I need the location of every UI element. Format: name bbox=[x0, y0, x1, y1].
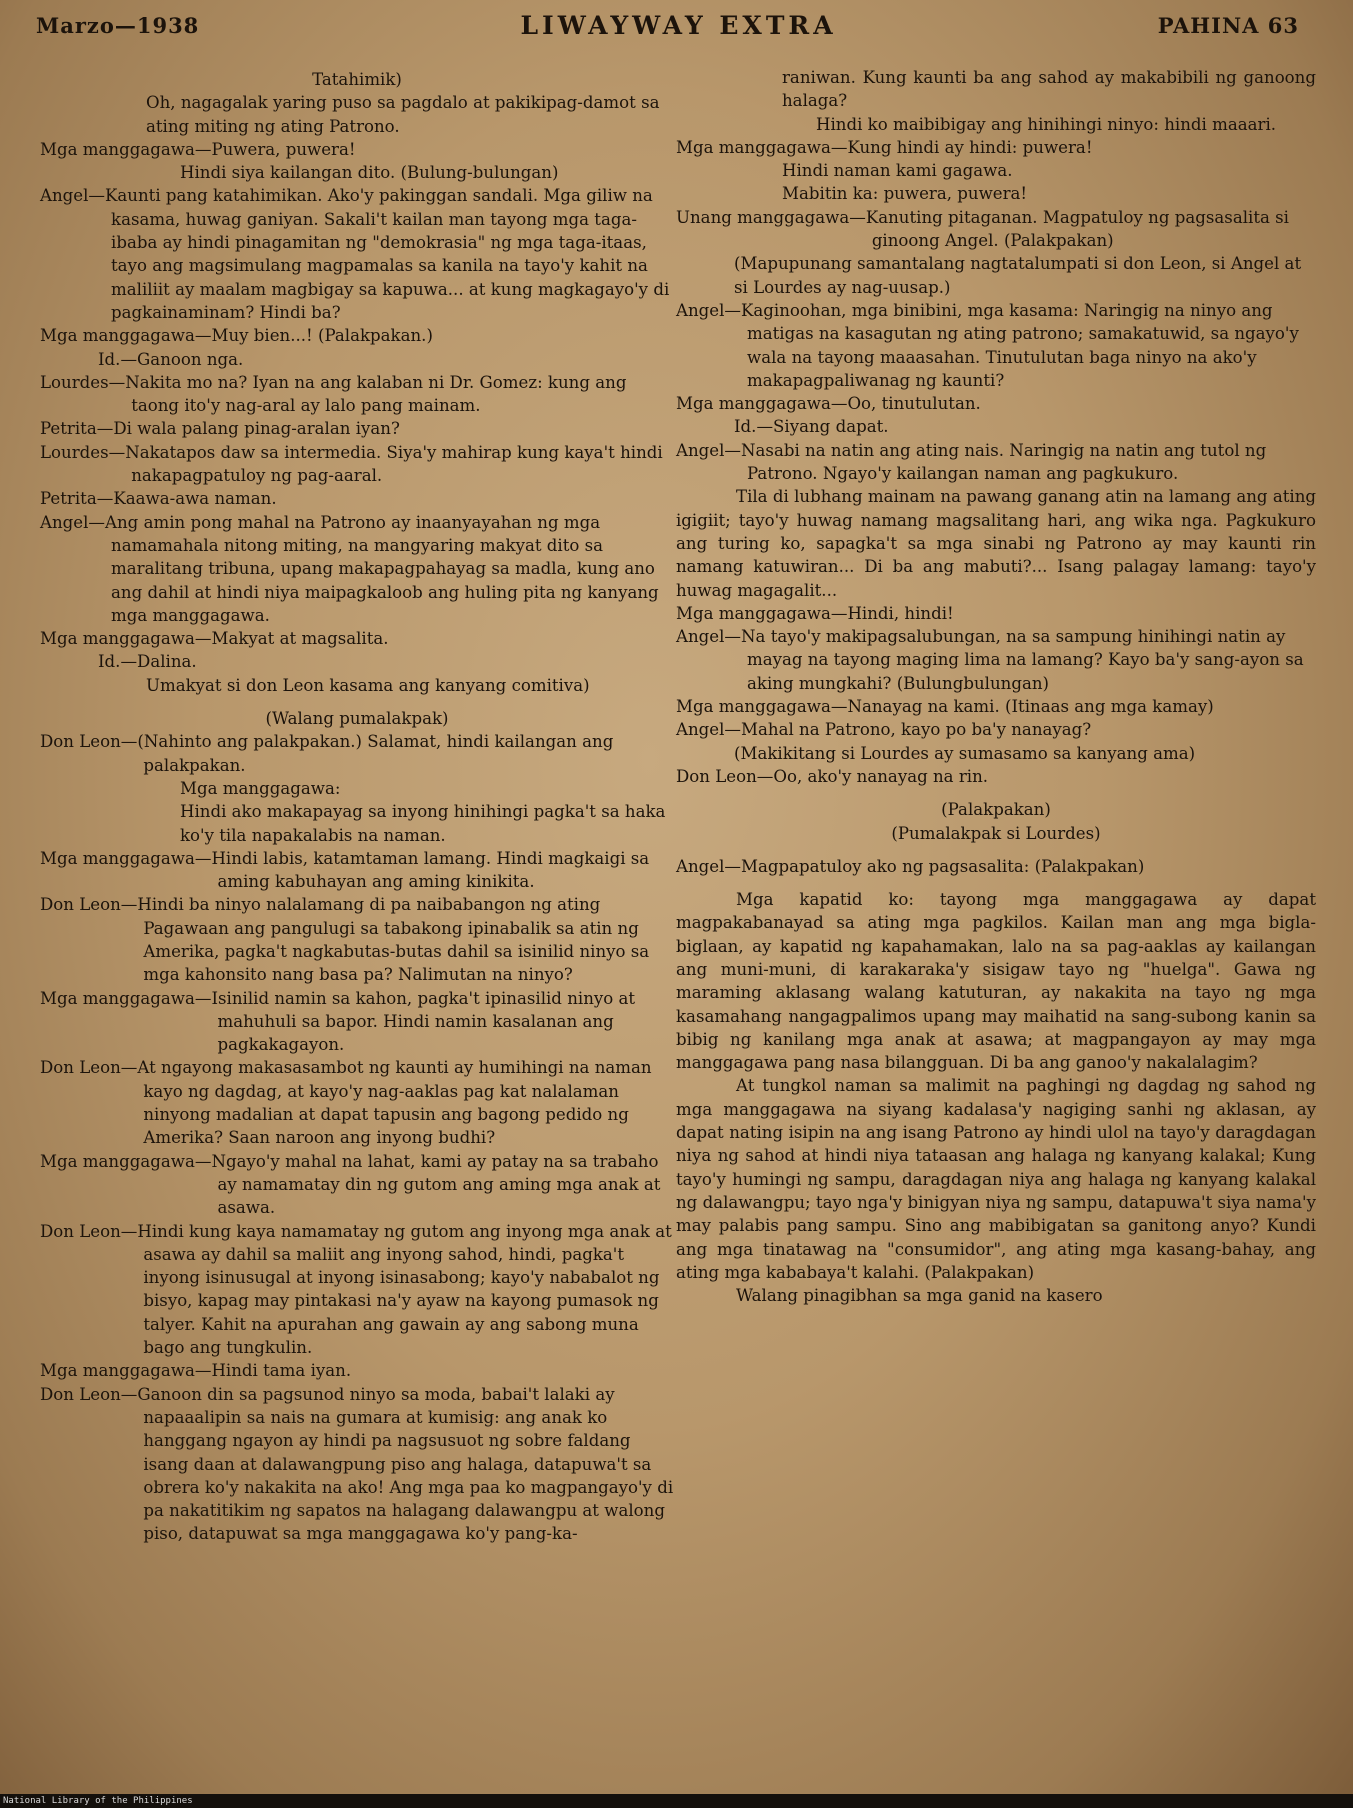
speaker-line bbox=[676, 392, 1316, 415]
speaker-line bbox=[40, 1150, 674, 1220]
dialogue-text: Ang amin pong mahal na Patrono ay inaanyayahan ng mga namamahala nitong miting, na mangyaring makyat dito sa maralitang tribuna, upang makapagpahayag sa madla, kung ano ang dahil at hindi niya maipagkaloob ang huling pita ng kanyang mga manggagawa. bbox=[105, 512, 659, 625]
dialogue-text: Puwera, puwera! bbox=[211, 139, 356, 159]
speaker-name: Unang manggagawa— bbox=[676, 207, 866, 227]
speaker-line bbox=[676, 855, 1316, 878]
speaker-line bbox=[676, 206, 1316, 253]
speaker-line bbox=[40, 417, 674, 440]
indented-line: (Makikitang si Lourdes ay sumasamo sa kanyang ama) bbox=[734, 743, 1196, 763]
indented-line: Mabitin ka: puwera, puwera! bbox=[782, 184, 1028, 204]
paragraph: At tungkol naman sa malimit na paghingi ng dagdag ng sahod ng mga manggagawa na siyang kadalasa'y nagiging sanhi ng aklasan, ay dapat nating isipin na ang isang Patrono ay hindi ulol na tayo'y daragdagan niya ng sahod at hindi niya tataasan ang halaga ng kanyang kalakal; Kung tayo'y humingi ng sampu, daragdagan niya ang halaga ng kanyang kalakal ng dalawangpu; tayo nga'y binigyan niya ng sampu, datapuwa't siya nama'y may palabis pang sampu. Sino ang mabibigatan sa ganitong anyo? Kundi ang mga tinatawag na "consumidor", ang ating mga kasang-bahay, ang ating mga kababaya't kalahi. (Palakpakan) bbox=[676, 1076, 1316, 1282]
paragraph: Walang pinagibhan sa mga ganid na kasero bbox=[736, 1286, 1103, 1306]
speaker-name: Petrita— bbox=[40, 489, 114, 509]
dialogue-text: Hindi ba ninyo nalalamang di pa naibabangon ng ating Pagawaan ang pangulugi sa tabakong ipinabalik sa atin ng Amerika, pagka't nagkabutas-butas dahil sa isinilid ninyo sa mga kahonsito nang basa pa? Nalimutan na ninyo? bbox=[137, 895, 650, 985]
spacer bbox=[676, 878, 1316, 888]
library-credit: National Library of the Philippines bbox=[0, 1794, 1353, 1808]
indented-line: Umakyat si don Leon kasama ang kanyang comitiva) bbox=[146, 675, 590, 695]
speaker-name: Mga manggagawa— bbox=[676, 697, 848, 717]
speaker-name: Mga manggagawa— bbox=[40, 848, 212, 868]
speaker-line bbox=[40, 511, 674, 627]
dialogue-text: Kaginoohan, mga binibini, mga kasama: Naringig na ninyo ang matigas na kasagutan ng ating patrono; samakatuwid, sa ngayo'y wala na tayong maaasahan. Tinutulutan baga ninyo na ako'y makapagpaliwanag ng kaunti? bbox=[741, 300, 1299, 390]
dialogue-text: Ganoon din sa pagsunod ninyo sa moda, babai't lalaki ay napaaalipin sa nais na gumara at kumisig: ang anak ko hanggang ngayon ay hindi pa nagsusuot ng sobre faldang isang daan at dalawangpung piso ang halaga, datapuwa't sa obrera ko'y nakakita na ako! Ang mga paa ko magpangayo'y di pa nakatitikim ng sapatos na halagang dalawangpu at walong piso, datapuwat sa mga manggagawa ko'y pang-ka- bbox=[137, 1384, 674, 1544]
dialogue-text: Oo, ako'y nanayag na rin. bbox=[773, 766, 989, 786]
speaker-line bbox=[676, 136, 1316, 159]
speaker-line bbox=[40, 184, 674, 324]
speaker-name: Mga manggagawa— bbox=[676, 603, 848, 623]
dialogue-text: Kaawa-awa naman. bbox=[113, 489, 277, 509]
dialogue-text: Kanuting pitaganan. Magpatuloy ng pagsasalita si ginoong Angel. (Palakpakan) bbox=[865, 207, 1289, 251]
spacer bbox=[676, 788, 1316, 798]
spacer bbox=[40, 697, 674, 707]
speaker-line bbox=[40, 371, 674, 418]
stage-direction: (Palakpakan) bbox=[941, 800, 1051, 820]
speaker-name: Don Leon— bbox=[40, 895, 138, 915]
speaker-name: Lourdes— bbox=[40, 442, 126, 462]
dialogue-text: Kung hindi ay hindi: puwera! bbox=[847, 137, 1093, 157]
speaker-name: Mga manggagawa— bbox=[40, 139, 212, 159]
issue-date: Marzo—1938 bbox=[36, 12, 200, 38]
speaker-line bbox=[40, 730, 674, 777]
indented-line: Hindi siya kailangan dito. (Bulung-bulungan) bbox=[180, 163, 559, 183]
speaker-line bbox=[40, 987, 674, 1057]
speaker-line bbox=[40, 138, 674, 161]
speaker-line bbox=[676, 765, 1316, 788]
dialogue-text: (Nahinto ang palakpakan.) Salamat, hindi kailangan ang palakpakan. bbox=[137, 732, 614, 775]
dialogue-text: Hindi kung kaya namamatay ng gutom ang inyong mga anak at asawa ay dahil sa maliit ang inyong sahod, hindi, pagka't inyong isinusugal at inyong isinasabong; kayo'y nababalot ng bisyo, kapag may pintakasi na'y ayaw na kayong pumasok ng talyer. Kahit na apurahan ang gawain ay ang sabong muna bago ang tungkulin. bbox=[137, 1221, 672, 1358]
dialogue-text: Nakita mo na? Iyan na ang kalaban ni Dr. Gomez: kung ang taong ito'y nag-aral ay lalo pang mainam. bbox=[125, 372, 627, 416]
indented-line: Hindi naman kami gagawa. bbox=[782, 161, 1013, 181]
dialogue-text: Mahal na Patrono, kayo po ba'y nanayag? bbox=[741, 720, 1092, 740]
speaker-name: Mga manggagawa— bbox=[40, 1361, 212, 1381]
speaker-line bbox=[676, 695, 1316, 718]
speaker-name: Lourdes— bbox=[40, 372, 126, 392]
speaker-line bbox=[40, 487, 674, 510]
dialogue-text: Nakatapos daw sa intermedia. Siya'y mahirap kung kaya't hindi nakapagpatuloy ng pag-aaral. bbox=[125, 442, 663, 486]
indented-line: Id.—Ganoon nga. bbox=[98, 349, 244, 369]
speaker-line bbox=[40, 324, 674, 347]
speaker-name: Mga manggagawa— bbox=[40, 988, 212, 1008]
spacer bbox=[676, 845, 1316, 855]
indented-line: Hindi ko maibibigay ang hinihingi ninyo: hindi maaari. bbox=[816, 114, 1277, 134]
stage-direction: Tatahimik) bbox=[312, 70, 402, 89]
speaker-line bbox=[40, 1383, 674, 1546]
dialogue-text: Hindi tama iyan. bbox=[211, 1361, 352, 1381]
speaker-name: Mga manggagawa— bbox=[40, 1151, 212, 1171]
speaker-name: Don Leon— bbox=[676, 766, 774, 786]
speaker-name: Don Leon— bbox=[40, 732, 138, 752]
paragraph: Tila di lubhang mainam na pawang ganang atin na lamang ang ating igigiit; tayo'y huwag namang magsalitang hari, ang wika nga. Pagkukuro ang turing ko, sapagka't sa mga sinabi ng Patrono ay may kaunti rin namang katuwiran... Di ba ang mabuti?... Isang palagay lamang: tayo'y huwag magagalit... bbox=[676, 487, 1316, 600]
speaker-name: Angel— bbox=[676, 440, 742, 460]
indented-line: Id.—Dalina. bbox=[98, 652, 197, 672]
dialogue-text: Di wala palang pinag-aralan iyan? bbox=[113, 419, 400, 439]
dialogue-text: Makyat at magsalita. bbox=[211, 629, 389, 649]
speaker-name: Angel— bbox=[676, 300, 742, 320]
speaker-line bbox=[40, 627, 674, 650]
dialogue-text: Ngayo'y mahal na lahat, kami ay patay na sa trabaho ay namamatay din ng gutom ang aming mga anak at asawa. bbox=[211, 1151, 661, 1218]
speaker-line bbox=[40, 893, 674, 986]
speaker-name: Angel— bbox=[40, 186, 106, 206]
right-column bbox=[676, 66, 1316, 1307]
speaker-line bbox=[40, 1220, 674, 1360]
dialogue-text: Hindi, hindi! bbox=[847, 603, 954, 623]
dialogue-text: Na tayo'y makipagsalubungan, na sa sampung hinihingi natin ay mayag na tayong maging lima na lamang? Kayo ba'y sang-ayon sa aking mungkahi? (Bulungbulungan) bbox=[741, 627, 1304, 693]
speaker-name: Mga manggagawa— bbox=[676, 137, 848, 157]
speaker-name: Mga manggagawa— bbox=[676, 394, 848, 414]
speaker-line bbox=[676, 625, 1316, 695]
dialogue-text: Magpapatuloy ako ng pagsasalita: (Palakpakan) bbox=[741, 856, 1145, 876]
dialogue-text: Isinilid namin sa kahon, pagka't ipinasilid ninyo at mahuhuli sa bapor. Hindi namin kasalanan ang pagkakagayon. bbox=[211, 988, 636, 1055]
indented-line: Hindi ako makapayag sa inyong hinihingi pagka't sa haka ko'y tila napakalabis na naman. bbox=[180, 802, 666, 845]
speaker-name: Don Leon— bbox=[40, 1221, 138, 1241]
page-header bbox=[36, 8, 1299, 42]
indented-line: Oh, nagagalak yaring puso sa pagdalo at pakikipag-damot sa ating miting ng ating Patrono. bbox=[146, 93, 660, 136]
paragraph: Mga kapatid ko: tayong mga manggagawa ay dapat magpakabanayad sa ating mga pagkilos. Kailan man ang mga bigla-biglaan, ay kapatid ng kapahamakan, lalo na sa pag-aaklas ay kailangan ang muni-muni, di karakaraka'y sisigaw tayo ng "huelga". Gawa ng maraming aklasang walang katuturan, ay nakakita na tayo ng mga kasamahang nangagpalimos upang may maihatid na sang-subong kanin sa bibig ng kanilang mga anak at asawa; at magpangayon ay may mga manggagawa pang nasa bilangguan. Di ba ang ganoo'y nakalalagim? bbox=[676, 890, 1316, 1073]
indented-line: (Mapupunang samantalang nagtatalumpati si don Leon, si Angel at si Lourdes ay nag-uusap.) bbox=[734, 254, 1302, 297]
dialogue-text: Hindi labis, katamtaman lamang. Hindi magkaigi sa aming kabuhayan ang aming kinikita. bbox=[211, 848, 650, 892]
left-column bbox=[40, 68, 674, 1546]
speaker-line bbox=[676, 602, 1316, 625]
dialogue-text: At ngayong makasasambot ng kaunti ay humihingi na naman kayo ng dagdag, at kayo'y nag-aaklas pag kat nalalaman ninyong madalian at dapat tapusin ang bagong pedido ng Amerika? Saan naroon ang inyong budhi? bbox=[137, 1058, 652, 1148]
continued-text: raniwan. Kung kaunti ba ang sahod ay makabibili ng ganoong halaga? bbox=[782, 68, 1316, 111]
speaker-line bbox=[676, 439, 1316, 486]
speaker-name: Angel— bbox=[676, 720, 742, 740]
dialogue-text: Nasabi na natin ang ating nais. Naringig na natin ang tutol ng Patrono. Ngayo'y kailangan naman ang pagkukuro. bbox=[741, 440, 1267, 484]
speaker-line bbox=[40, 1359, 674, 1382]
speaker-name: Angel— bbox=[40, 512, 106, 532]
stage-direction: (Walang pumalakpak) bbox=[265, 709, 449, 729]
indented-line: Mga manggagawa: bbox=[180, 778, 341, 798]
dialogue-text: Nanayag na kami. (Itinaas ang mga kamay) bbox=[847, 697, 1214, 717]
speaker-name: Mga manggagawa— bbox=[40, 326, 212, 346]
stage-direction: (Pumalakpak si Lourdes) bbox=[891, 823, 1101, 843]
speaker-name: Angel— bbox=[676, 627, 742, 647]
speaker-name: Angel— bbox=[676, 856, 742, 876]
speaker-name: Don Leon— bbox=[40, 1384, 138, 1404]
page-number: PAHINA 63 bbox=[1157, 12, 1299, 38]
speaker-name: Don Leon— bbox=[40, 1058, 138, 1078]
dialogue-text: Oo, tinutulutan. bbox=[847, 394, 981, 414]
speaker-line bbox=[40, 441, 674, 488]
dialogue-text: Muy bien...! (Palakpakan.) bbox=[211, 326, 433, 346]
speaker-line bbox=[40, 847, 674, 894]
speaker-line bbox=[40, 1056, 674, 1149]
speaker-name: Petrita— bbox=[40, 419, 114, 439]
speaker-line bbox=[676, 718, 1316, 741]
speaker-line bbox=[676, 299, 1316, 392]
speaker-name: Mga manggagawa— bbox=[40, 629, 212, 649]
dialogue-text: Kaunti pang katahimikan. Ako'y pakinggan sandali. Mga giliw na kasama, huwag ganiyan. Sakali't kailan man tayong mga taga-ibaba ay hindi pinagamitan ng "demokrasia" ng mga taga-itaas, tayo ang magsimulang magpamalas sa kanila na tayo'y kahit na maliliit ay maalam magbigay sa kapuwa... at kung magkagayo'y di pagkainaminam? Hindi ba? bbox=[105, 186, 670, 322]
publication-title: LIWAYWAY EXTRA bbox=[520, 10, 837, 40]
indented-line: Id.—Siyang dapat. bbox=[734, 417, 889, 437]
